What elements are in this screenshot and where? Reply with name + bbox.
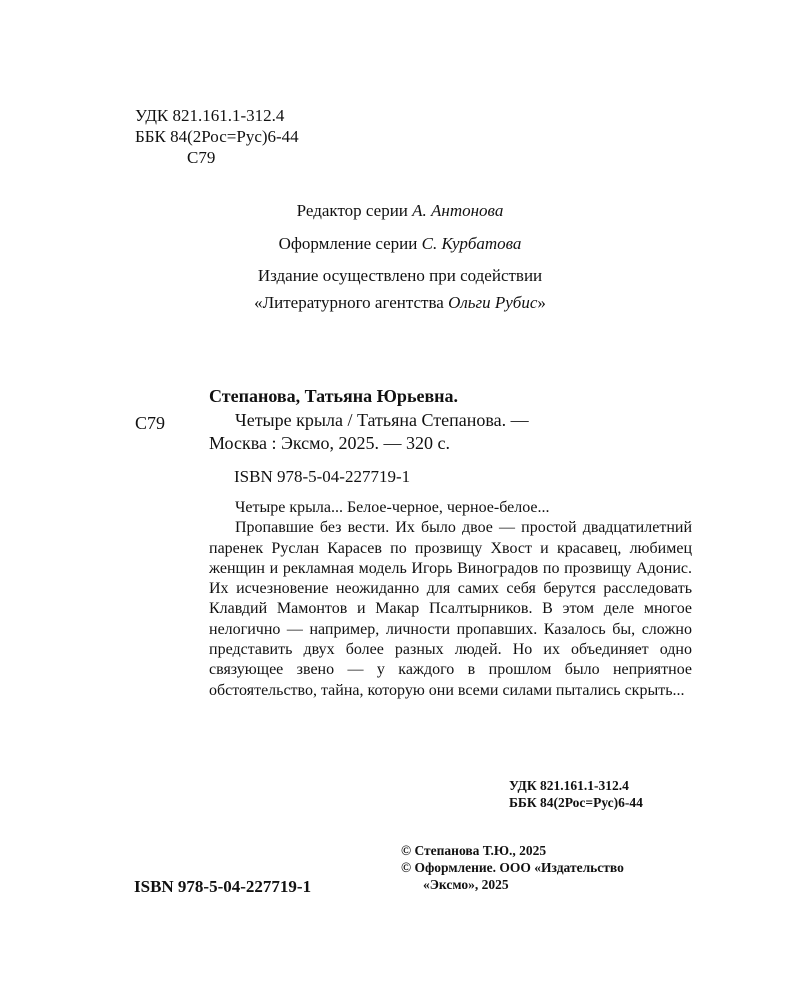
bbk-code-repeat: ББК 84(2Рос=Рус)6-44 xyxy=(509,795,643,810)
series-editor-name: А. Антонова xyxy=(412,201,504,220)
assistance-note xyxy=(0,262,800,316)
series-design-line xyxy=(0,230,800,257)
classification-block xyxy=(135,105,299,168)
annotation-body: Пропавшие без вести. Их было двое — простой двадцатилетний паренек Руслан Карасев по прозвищу Хвост и красавец, любимец женщин и рекламная модель Игорь Виноградов по прозвищу Адонис. Их исчезновение неожиданно для самих себя берутся расследовать Клавдий Мамонтов и Макар Псалтырников. В этом деле многое нелогично — например, личности пропавших. Казалось бы, сложно представить двух более разных людей. Но их объединяет одно связующее звено — у каждого в прошлом было неприятное обстоятельство, тайна, которую они всеми силами пытались скрыть... xyxy=(209,519,692,699)
author-heading: Степанова, Татьяна Юрьевна. xyxy=(209,386,459,406)
bibliographic-record xyxy=(209,409,529,455)
side-author-mark: С79 xyxy=(135,413,166,433)
bbk-code: ББК 84(2Рос=Рус)6-44 xyxy=(135,127,299,146)
udk-code: УДК 821.161.1-312.4 xyxy=(135,106,285,125)
copyright-publisher: «Эксмо», 2025 xyxy=(423,877,509,892)
assistance-line-2-prefix: «Литературного агентства xyxy=(254,293,444,312)
footer-isbn: ISBN 978-5-04-227719-1 xyxy=(134,877,312,896)
classification-repeat xyxy=(509,777,643,811)
series-editor-label: Редактор серии xyxy=(296,201,408,220)
imprint-statement: Москва : Эксмо, 2025. — 320 с. xyxy=(209,433,451,453)
series-design-name: С. Курбатова xyxy=(421,234,522,253)
assistance-line-2 xyxy=(0,289,800,316)
annotation-lead: Четыре крыла... Белое-черное, черное-белое... xyxy=(235,499,550,516)
title-statement: Четыре крыла / Татьяна Степанова. — xyxy=(235,410,529,430)
author-mark: С79 xyxy=(187,148,216,167)
assistance-line-2-suffix: » xyxy=(537,293,546,312)
copyright-block xyxy=(401,842,624,893)
annotation xyxy=(209,498,692,701)
assistance-line-1: Издание осуществлено при содействии xyxy=(257,266,543,285)
series-design-label: Оформление серии xyxy=(278,234,418,253)
udk-code-repeat: УДК 821.161.1-312.4 xyxy=(509,778,629,793)
literary-agent-name: Ольги Рубис xyxy=(448,293,538,312)
series-editor-line xyxy=(0,197,800,224)
copyright-author: © Степанова Т.Ю., 2025 xyxy=(401,843,547,858)
copyright-design: © Оформление. ООО «Издательство xyxy=(401,860,624,875)
isbn-statement: ISBN 978-5-04-227719-1 xyxy=(234,467,411,486)
